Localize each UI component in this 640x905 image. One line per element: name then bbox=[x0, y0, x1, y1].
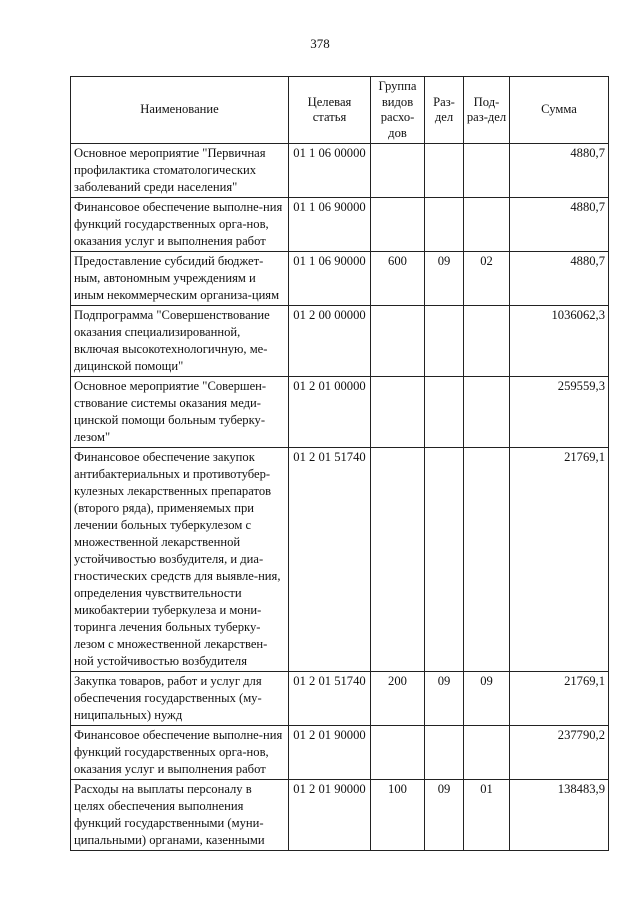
cell-target: 01 2 01 90000 bbox=[289, 726, 371, 780]
cell-sum: 21769,1 bbox=[510, 448, 609, 672]
cell-name: Финансовое обеспечение закупок антибактериальных и противотубер-кулезных лекарственных препаратов (второго ряда), применяемых при лечении больных туберкулезом с множественной лекарственной устойчивостью возбудителя, и диа-гностических средств для выявле-ния, определения чувствительности микобактерии туберкулеза и мони-торинга лечения больных туберку-лезом с множественной лекарствен-ной устойчивостью возбудителя bbox=[71, 448, 289, 672]
cell-sum: 4880,7 bbox=[510, 144, 609, 198]
cell-subsection bbox=[464, 726, 510, 780]
header-section: Раз-дел bbox=[425, 77, 464, 144]
header-subsection: Под-раз-дел bbox=[464, 77, 510, 144]
cell-sum: 259559,3 bbox=[510, 377, 609, 448]
cell-name: Расходы на выплаты персоналу в целях обеспечения выполнения функций государственными (муни-ципальными) органами, казенными bbox=[71, 780, 289, 851]
cell-group: 600 bbox=[371, 252, 425, 306]
cell-subsection bbox=[464, 448, 510, 672]
cell-subsection: 09 bbox=[464, 672, 510, 726]
cell-sum: 237790,2 bbox=[510, 726, 609, 780]
cell-subsection bbox=[464, 306, 510, 377]
cell-target: 01 1 06 90000 bbox=[289, 198, 371, 252]
cell-target: 01 2 01 51740 bbox=[289, 448, 371, 672]
table-row bbox=[71, 672, 609, 726]
table-row bbox=[71, 377, 609, 448]
cell-section: 09 bbox=[425, 252, 464, 306]
header-sum: Сумма bbox=[510, 77, 609, 144]
header-target: Целевая статья bbox=[289, 77, 371, 144]
cell-name: Основное мероприятие "Совершен-ствование системы оказания меди-цинской помощи больным туберку-лезом" bbox=[71, 377, 289, 448]
cell-section bbox=[425, 726, 464, 780]
cell-group bbox=[371, 306, 425, 377]
cell-sum: 4880,7 bbox=[510, 252, 609, 306]
header-group: Группа видов расхо-дов bbox=[371, 77, 425, 144]
cell-section bbox=[425, 377, 464, 448]
cell-group: 100 bbox=[371, 780, 425, 851]
cell-subsection bbox=[464, 198, 510, 252]
table-row bbox=[71, 144, 609, 198]
cell-subsection: 01 bbox=[464, 780, 510, 851]
table-row bbox=[71, 198, 609, 252]
cell-name: Подпрограмма "Совершенствование оказания специализированной, включая высокотехнологичную, ме-дицинской помощи" bbox=[71, 306, 289, 377]
page-number: 378 bbox=[310, 36, 330, 51]
table-row bbox=[71, 306, 609, 377]
table-row bbox=[71, 780, 609, 851]
cell-sum: 1036062,3 bbox=[510, 306, 609, 377]
cell-group: 200 bbox=[371, 672, 425, 726]
cell-section bbox=[425, 144, 464, 198]
cell-section: 09 bbox=[425, 780, 464, 851]
cell-group bbox=[371, 377, 425, 448]
cell-target: 01 2 00 00000 bbox=[289, 306, 371, 377]
cell-name: Финансовое обеспечение выполне-ния функций государственных орга-нов, оказания услуг и выполнения работ bbox=[71, 726, 289, 780]
table-row bbox=[71, 252, 609, 306]
cell-sum: 138483,9 bbox=[510, 780, 609, 851]
cell-group bbox=[371, 726, 425, 780]
cell-target: 01 2 01 51740 bbox=[289, 672, 371, 726]
cell-section bbox=[425, 198, 464, 252]
budget-table bbox=[70, 76, 609, 851]
cell-target: 01 1 06 00000 bbox=[289, 144, 371, 198]
table-header-row bbox=[71, 77, 609, 144]
header-name: Наименование bbox=[71, 77, 289, 144]
cell-subsection bbox=[464, 144, 510, 198]
cell-group bbox=[371, 198, 425, 252]
cell-group bbox=[371, 144, 425, 198]
cell-section: 09 bbox=[425, 672, 464, 726]
cell-name: Основное мероприятие "Первичная профилактика стоматологических заболеваний среди населения" bbox=[71, 144, 289, 198]
cell-sum: 21769,1 bbox=[510, 672, 609, 726]
cell-subsection: 02 bbox=[464, 252, 510, 306]
table-row bbox=[71, 726, 609, 780]
cell-target: 01 2 01 00000 bbox=[289, 377, 371, 448]
cell-sum: 4880,7 bbox=[510, 198, 609, 252]
cell-name: Закупка товаров, работ и услуг для обеспечения государственных (му-ниципальных) нужд bbox=[71, 672, 289, 726]
cell-section bbox=[425, 448, 464, 672]
cell-name: Предоставление субсидий бюджет-ным, автономным учреждениям и иным некоммерческим организа-циям bbox=[71, 252, 289, 306]
cell-group bbox=[371, 448, 425, 672]
cell-section bbox=[425, 306, 464, 377]
cell-name: Финансовое обеспечение выполне-ния функций государственных орга-нов, оказания услуг и выполнения работ bbox=[71, 198, 289, 252]
cell-target: 01 2 01 90000 bbox=[289, 780, 371, 851]
cell-subsection bbox=[464, 377, 510, 448]
cell-target: 01 1 06 90000 bbox=[289, 252, 371, 306]
table-row bbox=[71, 448, 609, 672]
